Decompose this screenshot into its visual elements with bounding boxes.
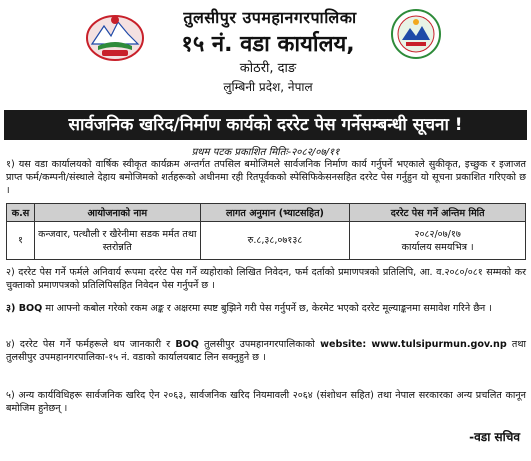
organization-name: तुलसीपुर उपमहानगरपालिका xyxy=(183,8,357,27)
header-deadline: दररेट पेस गर्ने अन्तिम मिति xyxy=(350,204,526,222)
letterhead xyxy=(0,0,531,104)
header-project-name: आयोजनाको नाम xyxy=(34,204,200,222)
works-table xyxy=(6,203,526,260)
published-date: प्रथम पटक प्रकाशित मितिः-२०८२/०७/११ xyxy=(191,147,340,158)
cell-project-name: कन्जवार, पत्थौली र खैरेनीमा सडक मर्मत तथा स्तरोन्नति xyxy=(34,222,200,260)
office-name: १५ नं. वडा कार्यालय, xyxy=(181,32,355,57)
cell-cost: रु.८,३८,०७१३८ xyxy=(200,222,350,260)
table-header-row xyxy=(7,204,526,222)
table-row xyxy=(7,222,526,260)
paragraph-3 xyxy=(6,302,526,315)
boq-text: BOQ xyxy=(175,339,199,350)
cell-deadline xyxy=(350,222,526,260)
office-address: कोठरी, दाङ xyxy=(239,61,297,76)
paragraph-2: २) दररेट पेस गर्ने फर्मले अनिवार्य रूपमा दररेट पेस गर्ने व्यहोराको लिखित निवेदन, फर्म दर्ताको प्रमाणपत्रको प्रतिलिपि, आ. व.२०८०/०८१ सम्मको कर चुक्ताको प्रमाणपत्रको प्रतिलिपिसहित निवेदन पेस गर्नुपर्ने छ । xyxy=(6,267,526,292)
nepal-emblem-icon xyxy=(84,10,146,62)
header-cost-estimate: लागत अनुमान (भ्याटसहित) xyxy=(200,204,350,222)
signature: -वडा सचिव xyxy=(469,430,520,444)
paragraph-4-end: तथा तुलसीपुर उपमहानगरपालिका-१५ नं. वडाको कार्यालयबाट लिन सक्नुहुने छ । xyxy=(6,339,526,364)
deadline-date: २०८२/०७/१७ xyxy=(414,228,461,240)
paragraph-4 xyxy=(6,338,526,364)
website-url: www.tulsipurmun.gov.np xyxy=(371,339,507,350)
website-label: website: xyxy=(320,339,367,350)
paragraph-4-start: ४) दररेट पेस गर्ने फर्महरूले थप जानकारी र xyxy=(6,339,176,350)
notice-title: सार्वजनिक खरिद/निर्माण कार्यको दररेट पेस गर्नेसम्बन्धी सूचना ! xyxy=(4,110,527,140)
cell-serial: १ xyxy=(7,222,35,260)
header-serial: क.स xyxy=(7,204,35,222)
deadline-time: कार्यालय समयभित्र । xyxy=(401,241,474,253)
paragraph-4-mid: तुलसीपुर उपमहानगरपालिकाको xyxy=(198,339,321,350)
office-province: लुम्बिनी प्रदेश, नेपाल xyxy=(223,80,313,94)
paragraph-3-text: मा आफ्नो कबोल गरेको रकम अङ्क र अक्षरमा स्पष्ट बुझिने गरी पेस गर्नुपर्ने छ, केरमेट भएको दररेट मूल्याङ्कनमा समावेश गरिने छैन । xyxy=(42,303,492,314)
boq-label: ३) BOQ xyxy=(6,303,43,314)
paragraph-5: ५) अन्य कार्यविधिहरू सार्वजनिक खरिद ऐन २०६३, सार्वजनिक खरिद नियमावली २०६४ (संशोधन सहित) तथा नेपाल सरकारका अन्य प्रचलित कानून बमोजिम हुनेछन् । xyxy=(6,390,526,415)
municipality-logo-icon xyxy=(390,8,442,60)
paragraph-1: १) यस वडा कार्यालयको वार्षिक स्वीकृत कार्यक्रम अन्तर्गत तपसिल बमोजिमले सार्वजनिक निर्माण कार्य गर्नुपर्ने भएकाले सुकीकृत, इच्छुक र इजाजत प्राप्त फर्म/कम्पनी/संस्थाले देहाय बमोजिमको शर्तहरूको अधीनमा रही रितपूर्वकको स्पेसिफिकेसनसहित दररेट पेस गर्नुहुन यो सूचना प्रकाशित गरिएको छ । xyxy=(6,159,526,197)
